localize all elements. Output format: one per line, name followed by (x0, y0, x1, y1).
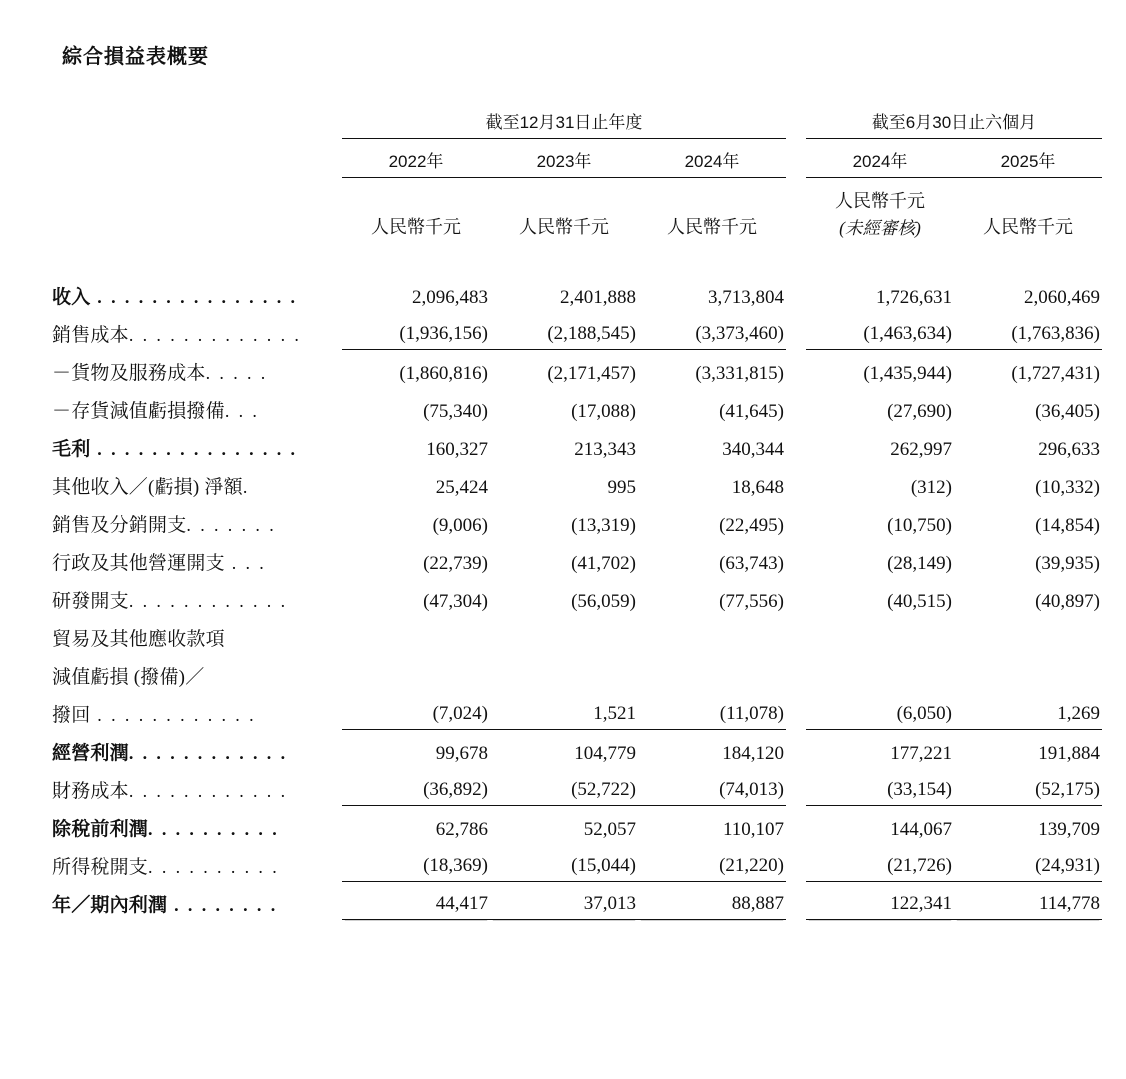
row-value (490, 615, 638, 653)
row-value: 340,344 (722, 439, 784, 461)
row-value: (10,332) (1035, 477, 1100, 499)
row-value: (28,149) (887, 553, 952, 575)
page-title: 綜合損益表概要 (62, 46, 209, 68)
column-gap (786, 653, 806, 691)
column-gap (786, 273, 806, 311)
row-value: (27,690) (887, 401, 952, 423)
table-row (52, 691, 1102, 729)
row-label: 毛利 . . . . . . . . . . . . . . . (52, 439, 298, 461)
row-value: 1,726,631 (876, 287, 952, 309)
unit-sub-4: (未經審核) (839, 218, 921, 238)
row-value: (75,340) (423, 401, 488, 423)
row-value: 3,713,804 (708, 287, 784, 309)
leader-dots: . . . . . . . . . . . . . . . (90, 287, 298, 308)
row-value (342, 653, 490, 691)
row-value: (17,088) (571, 401, 636, 423)
row-label: 銷售成本. . . . . . . . . . . . . (52, 325, 302, 347)
row-label: 經營利潤. . . . . . . . . . . . (52, 743, 288, 765)
table-year-header-row (52, 139, 1102, 178)
header-body-spacer (52, 241, 1102, 273)
column-gap (786, 108, 806, 139)
table-row (52, 881, 1102, 919)
row-value: (52,175) (954, 767, 1102, 805)
table-row (52, 463, 1102, 501)
row-value: (74,013) (638, 767, 786, 805)
column-gap (786, 539, 806, 577)
table-row (52, 805, 1102, 843)
leader-dots: . . . (224, 553, 267, 574)
row-label: 研發開支. . . . . . . . . . . . (52, 591, 288, 613)
unit-main-5: 人民幣千元 (983, 217, 1073, 238)
row-value: (10,750) (887, 515, 952, 537)
column-gap (786, 729, 806, 767)
column-gap (786, 767, 806, 805)
row-value: 191,884 (1038, 743, 1100, 765)
row-value: 104,779 (574, 743, 636, 765)
row-value: 110,107 (722, 819, 784, 841)
table-row (52, 539, 1102, 577)
table-row (52, 653, 1102, 691)
row-value: (63,743) (719, 553, 784, 575)
table-row (52, 729, 1102, 767)
year-header-2023: 2023年 (490, 139, 638, 178)
row-value: 37,013 (490, 881, 638, 919)
row-value: (6,050) (806, 691, 954, 729)
leader-dots: . . . . . (205, 363, 268, 384)
unit-header-1 (342, 178, 490, 242)
leader-dots: . . . . . . . . . . . . . . . (90, 439, 298, 460)
spacer-cell (52, 241, 1102, 273)
row-value: 160,327 (426, 439, 488, 461)
row-value (806, 653, 954, 691)
leader-dots: . . . . . . . . . . . . (128, 781, 288, 802)
table-row (52, 425, 1102, 463)
unit-header-2 (490, 178, 638, 242)
row-value: 1,521 (490, 691, 638, 729)
table-row (52, 273, 1102, 311)
income-statement-table (52, 108, 1102, 920)
leader-dots: . . . . . . . . (167, 895, 278, 916)
group-header-interim: 截至6月30日止六個月 (806, 108, 1102, 139)
row-value: 52,057 (583, 819, 636, 841)
leader-dots: . . . (224, 401, 260, 422)
table-unit-header-row (52, 178, 1102, 242)
table-row (52, 843, 1102, 881)
unit-main-4: 人民幣千元 (835, 191, 925, 211)
row-value: (9,006) (432, 515, 488, 537)
year-header-2022: 2022年 (342, 139, 490, 178)
row-value: 1,269 (954, 691, 1102, 729)
row-value: 122,341 (806, 881, 954, 919)
row-value: (36,892) (342, 767, 490, 805)
leader-dots: . . . . . . . . . . . . (128, 591, 288, 612)
year-header-2024h1: 2024年 (806, 139, 954, 178)
row-value: (13,319) (571, 515, 636, 537)
leader-dots: . . . . . . . . . . . . (90, 705, 257, 726)
row-value: (2,171,457) (547, 363, 636, 385)
column-gap (786, 501, 806, 539)
row-value: (18,369) (342, 843, 490, 881)
row-label: 減值虧損 (撥備)／ (52, 667, 205, 689)
column-gap-3 (786, 178, 806, 242)
row-value: (24,931) (954, 843, 1102, 881)
row-value: (21,220) (638, 843, 786, 881)
unit-main-2: 人民幣千元 (519, 217, 609, 238)
row-value: (1,936,156) (342, 311, 490, 349)
table-body (52, 273, 1102, 919)
empty-corner (52, 108, 342, 139)
row-value: 44,417 (342, 881, 490, 919)
unit-header-4 (806, 178, 954, 242)
row-value (638, 615, 786, 653)
row-value: (15,044) (490, 843, 638, 881)
year-header-2025h1: 2025年 (954, 139, 1102, 178)
row-label: 所得稅開支. . . . . . . . . . (52, 857, 280, 879)
row-value: (36,405) (1035, 401, 1100, 423)
unit-main-3: 人民幣千元 (667, 217, 757, 238)
row-value: 25,424 (435, 477, 488, 499)
row-value: (1,727,431) (1011, 363, 1100, 385)
leader-dots: . . . . . . . . . . . . (128, 743, 288, 764)
column-gap (786, 615, 806, 653)
row-value: 18,648 (731, 477, 784, 499)
row-value: (1,860,816) (399, 363, 488, 385)
table-row (52, 615, 1102, 653)
row-value: 2,401,888 (560, 287, 636, 309)
row-value: 262,997 (890, 439, 952, 461)
row-value: (312) (910, 477, 952, 499)
row-value (490, 653, 638, 691)
column-gap (786, 843, 806, 881)
column-gap (786, 691, 806, 729)
row-label: －存貨減值虧損撥備. . . (52, 401, 260, 423)
column-gap (786, 463, 806, 501)
row-value: (41,702) (571, 553, 636, 575)
row-label: 財務成本. . . . . . . . . . . . (52, 781, 288, 803)
row-value: (1,463,634) (806, 311, 954, 349)
row-label: 行政及其他營運開支 . . . (52, 553, 267, 575)
row-value: 144,067 (890, 819, 952, 841)
column-gap (786, 425, 806, 463)
column-gap (786, 311, 806, 349)
leader-dots: . . . . . . . . . . . . . (128, 325, 302, 346)
row-value: (11,078) (638, 691, 786, 729)
row-value (954, 653, 1102, 691)
row-value: (77,556) (719, 591, 784, 613)
row-label: 銷售及分銷開支. . . . . . . (52, 515, 277, 537)
table-row (52, 767, 1102, 805)
row-value: (3,373,460) (638, 311, 786, 349)
row-value: 995 (607, 477, 636, 499)
leader-dots: . . . . . . . (186, 515, 277, 536)
unit-header-5 (954, 178, 1102, 242)
row-value: 184,120 (722, 743, 784, 765)
row-value: (39,935) (1035, 553, 1100, 575)
row-value: 213,343 (574, 439, 636, 461)
row-value: 2,060,469 (1024, 287, 1100, 309)
column-gap (786, 577, 806, 615)
row-value: (22,739) (423, 553, 488, 575)
row-value: 177,221 (890, 743, 952, 765)
leader-dots: . . . . . . . . . . (148, 819, 280, 840)
row-label: 撥回 . . . . . . . . . . . . (52, 705, 257, 727)
table-row (52, 311, 1102, 349)
row-label: －貨物及服務成本. . . . . (52, 363, 268, 385)
row-label: 貿易及其他應收款項 (52, 629, 225, 651)
row-value: (22,495) (719, 515, 784, 537)
row-value: (3,331,815) (695, 363, 784, 385)
column-gap (786, 805, 806, 843)
unit-main-1: 人民幣千元 (371, 217, 461, 238)
row-label: 其他收入／(虧損) 淨額. (52, 477, 250, 499)
row-value: (33,154) (806, 767, 954, 805)
row-value (638, 653, 786, 691)
row-value: (2,188,545) (490, 311, 638, 349)
year-header-2024: 2024年 (638, 139, 786, 178)
row-value: (41,645) (719, 401, 784, 423)
column-gap (786, 881, 806, 919)
column-gap-2 (786, 139, 806, 178)
column-gap (786, 387, 806, 425)
row-value: 139,709 (1038, 819, 1100, 841)
row-value: (40,897) (1035, 591, 1100, 613)
table-row (52, 501, 1102, 539)
table-row (52, 387, 1102, 425)
row-label: 年／期內利潤 . . . . . . . . (52, 895, 278, 917)
row-value: 99,678 (435, 743, 488, 765)
row-value: (56,059) (571, 591, 636, 613)
row-value (806, 615, 954, 653)
table-group-header-row (52, 108, 1102, 139)
row-value: (52,722) (490, 767, 638, 805)
table-row (52, 349, 1102, 387)
row-label: 除稅前利潤. . . . . . . . . . (52, 819, 280, 841)
table-row (52, 577, 1102, 615)
unit-header-3 (638, 178, 786, 242)
row-value: 2,096,483 (412, 287, 488, 309)
empty-corner-2 (52, 139, 342, 178)
group-header-annual: 截至12月31日止年度 (342, 108, 786, 139)
row-value: 62,786 (435, 819, 488, 841)
row-value: (1,435,944) (863, 363, 952, 385)
row-value: (14,854) (1035, 515, 1100, 537)
row-value: (40,515) (887, 591, 952, 613)
column-gap (786, 349, 806, 387)
row-value (342, 615, 490, 653)
row-value: 88,887 (638, 881, 786, 919)
leader-dots: . (242, 477, 250, 498)
row-value: (47,304) (423, 591, 488, 613)
row-value: 114,778 (954, 881, 1102, 919)
empty-corner-3 (52, 178, 342, 242)
row-label: 收入 . . . . . . . . . . . . . . . (52, 287, 298, 309)
row-value: (1,763,836) (954, 311, 1102, 349)
row-value (954, 615, 1102, 653)
row-value: 296,633 (1038, 439, 1100, 461)
row-value: (21,726) (806, 843, 954, 881)
leader-dots: . . . . . . . . . . (148, 857, 280, 878)
row-value: (7,024) (342, 691, 490, 729)
